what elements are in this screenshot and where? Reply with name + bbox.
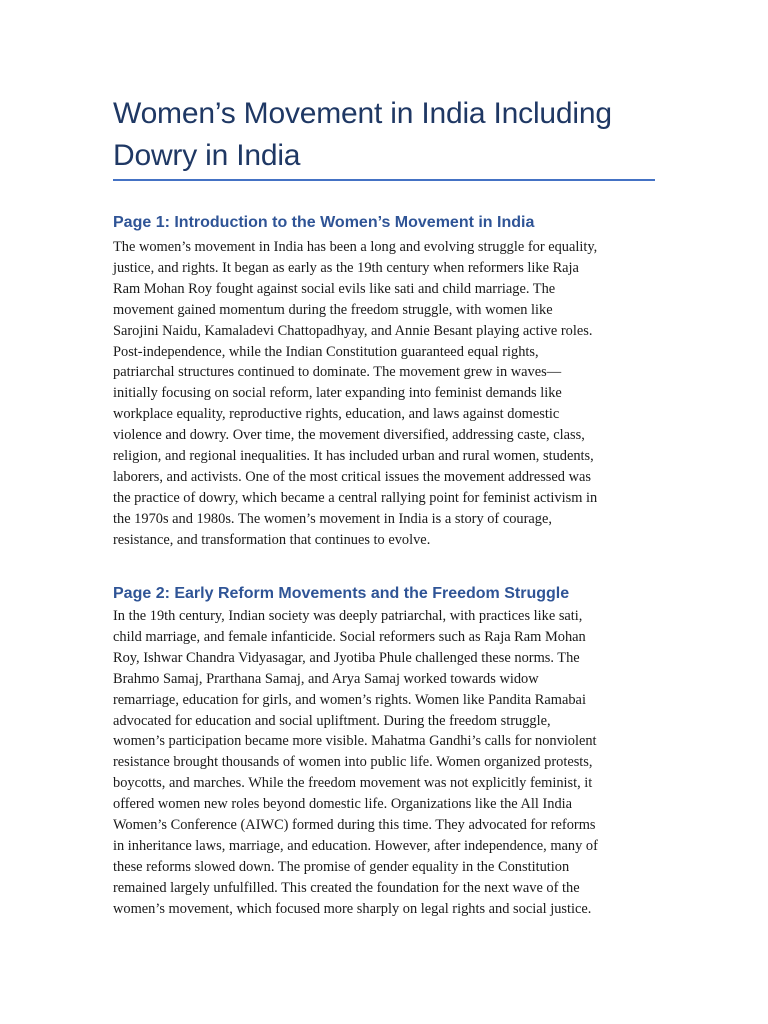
body-line: Post-independence, while the Indian Constitution guaranteed equal rights, — [113, 343, 539, 360]
body-line: justice, and rights. It began as early as the 19th century when reformers like Raja — [113, 259, 579, 276]
body-line: movement gained momentum during the freedom struggle, with women like — [113, 301, 553, 318]
body-line: violence and dowry. Over time, the movement diversified, addressing caste, class, — [113, 427, 585, 444]
body-line: women’s movement, which focused more sharply on legal rights and social justice. — [113, 900, 592, 917]
body-line: Ram Mohan Roy fought against social evils like sati and child marriage. The — [113, 280, 556, 297]
body-line: Sarojini Naidu, Kamaladevi Chattopadhyay, and Annie Besant playing active roles. — [113, 322, 593, 339]
body-line: workplace equality, reproductive rights, education, and laws against domestic — [113, 406, 560, 423]
body-line: these reforms slowed down. The promise of gender equality in the Constitution — [113, 858, 570, 875]
body-line: initially focusing on social reform, later expanding into feminist demands like — [113, 385, 562, 402]
body-line: The women’s movement in India has been a long and evolving struggle for equality, — [113, 239, 598, 255]
body-line: Brahmo Samaj, Prarthana Samaj, and Arya Samaj worked towards widow — [113, 670, 539, 687]
body-line: the 1970s and 1980s. The women’s movement in India is a story of courage, — [113, 510, 552, 527]
body-line: in inheritance laws, marriage, and education. However, after independence, many of — [113, 837, 598, 854]
body-line: patriarchal structures continued to dominate. The movement grew in waves— — [113, 364, 562, 381]
body-line: Roy, Ishwar Chandra Vidyasagar, and Jyotiba Phule challenged these norms. The — [113, 649, 580, 666]
body-line: In the 19th century, Indian society was deeply patriarchal, with practices like sati, — [113, 608, 583, 624]
document-title: Women’s Movement in India Including Dowry in India — [113, 97, 612, 172]
body-line: boycotts, and marches. While the freedom movement was not explicitly feminist, it — [113, 775, 593, 792]
body-line: resistance, and transformation that continues to evolve. — [113, 531, 431, 548]
body-line: remained largely unfulfilled. This created the foundation for the next wave of the — [113, 879, 580, 896]
body-line: advocated for education and social upliftment. During the freedom struggle, — [113, 712, 551, 729]
body-line: laborers, and activists. One of the most critical issues the movement addressed was — [113, 468, 591, 485]
body-line: Women’s Conference (AIWC) formed during this time. They advocated for reforms — [113, 817, 596, 834]
body-line: remarriage, education for girls, and women’s rights. Women like Pandita Ramabai — [113, 691, 586, 708]
body-line: child marriage, and female infanticide. Social reformers such as Raja Ram Mohan — [113, 628, 586, 645]
section-body-page-2 — [113, 606, 658, 920]
body-line: offered women new roles beyond domestic life. Organizations like the All India — [113, 796, 573, 813]
body-line: resistance brought thousands of women into public life. Women organized protests, — [113, 754, 593, 771]
title-underline-rule — [113, 179, 655, 181]
section-heading-page-2: Page 2: Early Reform Movements and the Freedom Struggle — [113, 585, 570, 602]
section-body-page-1 — [113, 237, 658, 551]
section-heading-page-1: Page 1: Introduction to the Women’s Movement in India — [113, 214, 535, 231]
body-line: religion, and regional inequalities. It has included urban and rural women, students, — [113, 448, 594, 465]
body-line: women’s participation became more visible. Mahatma Gandhi’s calls for nonviolent — [113, 733, 597, 750]
body-line: the practice of dowry, which became a central rallying point for feminist activism in — [113, 489, 598, 506]
